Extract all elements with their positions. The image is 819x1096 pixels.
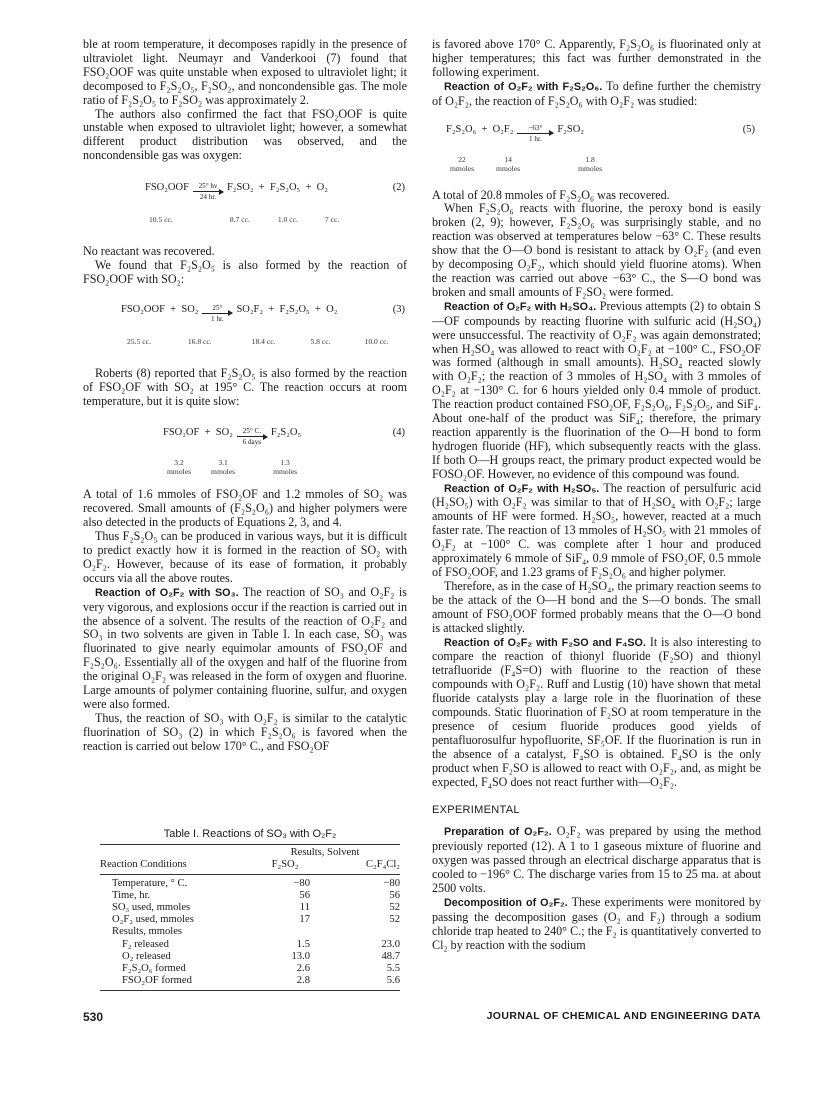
table-cell: 1.5 bbox=[296, 938, 310, 950]
table-cell: 2.6 bbox=[296, 963, 310, 975]
table-header-row bbox=[100, 859, 400, 874]
eq-value: 25.5 cc. bbox=[127, 336, 151, 346]
paragraph: A total of 20.8 mmoles of F₂S₂O₆ was recovered. bbox=[432, 187, 670, 202]
eq-value: 3.1 bbox=[218, 458, 228, 468]
eq-value: 14 bbox=[504, 154, 512, 164]
table-row bbox=[100, 914, 400, 926]
reaction-arrow bbox=[202, 304, 232, 323]
equation-number: (2) bbox=[392, 182, 405, 194]
section-run-in-head: Reaction of O₂F₂ with F₂S₂O₆. bbox=[444, 80, 603, 93]
eq-lhs: F₂S₂O₆ + O₂F₂ bbox=[446, 123, 514, 135]
table-caption: Table I. Reactions of SO₃ with O₂F₂ bbox=[163, 828, 337, 840]
table-cell: −80 bbox=[293, 877, 310, 889]
table-cell: SO₃ used, mmoles bbox=[112, 902, 191, 914]
table-group-header-row bbox=[100, 847, 400, 859]
eq-value: 10.5 cc. bbox=[149, 215, 173, 225]
left-column bbox=[83, 38, 407, 754]
eq-value: 5.8 cc. bbox=[310, 336, 331, 346]
section-run-in-head: Reaction of O₂F₂ with H₂SO₄. bbox=[444, 300, 597, 313]
eq-unit: mmoles bbox=[167, 467, 192, 477]
table-row bbox=[100, 963, 400, 975]
table-cell: 52 bbox=[389, 914, 400, 926]
paragraph bbox=[432, 300, 761, 482]
eq-value-group bbox=[167, 458, 191, 476]
paragraph: Thus, the reaction of SO₃ with O₂F₂ is similar to the catalytic fluorination of SO₃ (2) in which F₂S₂O₆ is favored when the reaction is carried out below 170° C., and FSO₂OF bbox=[83, 710, 407, 753]
eq-values bbox=[145, 213, 407, 227]
equation-2 bbox=[145, 181, 407, 227]
arrow-below: 6 days bbox=[242, 438, 262, 447]
paragraph-text: To define further the chemistry of O₂F₂, the reaction of F₂S₂O₆ with O₂F₂ was studied: bbox=[432, 78, 761, 108]
paragraph bbox=[432, 896, 761, 953]
eq-value: 10.0 cc. bbox=[364, 336, 389, 346]
reaction-arrow bbox=[193, 182, 223, 201]
eq-value: 3.2 bbox=[174, 458, 184, 468]
paragraph: When F₂S₂O₆ reacts with fluorine, the peroxy bond is easily broken (2, 9); however, F₂S₂O₆ was surprisingly stable, and no reaction was observed at temperatures below −63° C. These results show that the O—O bond is resistant to attack by O₂F₂ (and even by decomposing O₂F₂, which should yield fluorine atoms). When the reaction was carried out above −63° C., the S—O bond was broken and small amounts of F₂SO₂ were formed. bbox=[432, 201, 761, 299]
eq-lhs: FSO₂OOF bbox=[145, 182, 189, 194]
paragraph: ble at room temperature, it decomposes rapidly in the presence of ultraviolet light. Neumayr and Vanderkooi (7) found that FSO₂OOF was quite unstable when exposed to ultraviolet light; it decomposed to F₂S₂O₅, F₂SO₂, and noncondensible gas. The mole ratio of F₂S₂O₅ to F₂SO₂ was approximately 2. bbox=[83, 37, 407, 107]
right-column bbox=[432, 38, 761, 953]
table-cell: 5.6 bbox=[386, 975, 400, 987]
section-heading-experimental: EXPERIMENTAL bbox=[432, 803, 520, 816]
eq-value-group bbox=[273, 458, 297, 476]
eq-value: 8.7 cc. bbox=[229, 215, 250, 225]
paragraph-text: O₂F₂ was prepared by using the method previously reported (12). A 1 to 1 gaseous mixture of fluorine and oxygen was passed through an electrical discharge apparatus that is cooled to −196° C. The discharge varies from 15 to 25 ma. at about 2500 volts. bbox=[432, 824, 762, 896]
table-cell bbox=[310, 926, 400, 938]
paragraph-text: Previous attempts (2) to obtain S—OF compounds by reacting fluorine with sulfuric acid (H₂SO₄) were unsuccessful. The reactivity of O₂F₂ was again demonstrated; when H₂SO₄ was allowed to react with O₂F₂ at −100° C., FSO₂OF was formed (although in small amounts). H₂SO₄ reacted slowly with O₂F₂; the reaction of 3 mmoles of H₂SO₄ with 3 mmoles of O₂F₂ at −130° C. for 6 hours yielded only 0.4 mmole of product. The reaction product contained FSO₂OF, F₂S₂O₆, F₂S₂O₅, and SiF₄. About one-half of the product was SiF₄; therefore, the primary reaction apparently is the fluorination of the O—H bond to form hydrogen fluoride (HF), which subsequently reacts with the glass. If both O—H groups react, the primary product expected would be FOSO₂OF. However, no evidence of this compound was found. bbox=[432, 298, 761, 481]
eq-value-group bbox=[578, 155, 602, 173]
eq-value: 1.3 bbox=[280, 458, 290, 468]
arrow-above: 25° bbox=[212, 303, 223, 312]
journal-name: JOURNAL OF CHEMICAL AND ENGINEERING DATA bbox=[486, 1010, 761, 1022]
eq-values bbox=[446, 155, 761, 173]
eq-lhs: FSO₂OOF + SO₂ bbox=[121, 303, 199, 315]
paragraph bbox=[432, 825, 761, 896]
table-row bbox=[100, 951, 400, 963]
paragraph-text: The reaction of persulfuric acid (H₂SO₅) with O₂F₂ was similar to that of H₂SO₄ with O₂F₂; large amounts of HF were formed. H₂SO₅, however, reacted at a much faster rate. The reaction of 13 mmoles of H₂SO₅ with 21 mmoles of O₂F₂ at −100° C. was complete after 1 hour and produced approximately 6 mmole of SiF₄, 0.9 mmole of FSO₂OF, 0.5 mmole of FSO₂OOF, and 1.23 grams of F₂S₂O₆ and higher polymer. bbox=[432, 480, 761, 579]
paragraph bbox=[432, 482, 761, 580]
paragraph bbox=[83, 586, 407, 712]
table-cell: O₂F₂ used, mmoles bbox=[112, 914, 194, 926]
eq-value: 22 bbox=[458, 154, 466, 164]
table-cell: 13.0 bbox=[291, 950, 310, 962]
eq-values bbox=[121, 335, 407, 349]
table-cell: Results, mmoles bbox=[112, 926, 183, 938]
section-run-in-head: Reaction of O₂F₂ with SO₃. bbox=[95, 586, 239, 599]
eq-unit: mmoles bbox=[450, 163, 475, 173]
table-row bbox=[100, 939, 400, 951]
table-cell: F₂S₂O₆ formed bbox=[122, 963, 186, 975]
section-run-in-head: Decomposition of O₂F₂. bbox=[444, 896, 568, 909]
paragraph: Roberts (8) reported that F₂S₂O₅ is also formed by the reaction of FSO₂OF with SO₂ at 195° C. The reaction occurs at room temperature, but it is quite slow: bbox=[83, 365, 407, 408]
paragraph bbox=[432, 636, 761, 790]
paragraph-text: It is also interesting to compare the reaction of thionyl fluoride (F₂SO) and thionyl tetrafluoride (F₄S=O) with fluorine to the reaction of these compounds with O₂F₂. Ruff and Lustig (10) have shown that metal fluoride catalysts play a large role in the fluorination of these compounds. Static fluorination of F₂SO at room temperature in the presence of cesium fluoride produces good yields of pentafluorosulfur hypofluorite, SF₅OF. If the fluorination is run in the absence of a catalyst, F₄SO is obtained. F₄SO is the only product when F₂SO is allowed to react with O₂F₂, and, as might be expected, F₄SO does not react further with—O₂F₂. bbox=[432, 634, 761, 789]
table-cell: FSO₂OF formed bbox=[122, 975, 192, 987]
eq-unit: mmoles bbox=[273, 467, 298, 477]
reaction-arrow bbox=[517, 124, 553, 143]
equation-number: (5) bbox=[742, 123, 755, 135]
table-row bbox=[100, 878, 400, 890]
section-run-in-head: Reaction of O₂F₂ with F₂SO and F₄SO. bbox=[444, 636, 646, 649]
paragraph: is favored above 170° C. Apparently, F₂S₂O₆ is fluorinated only at higher temperatures; this fact was further demonstrated in the following experiment. bbox=[432, 37, 761, 79]
table-cell: 52 bbox=[389, 902, 400, 914]
table-row bbox=[100, 975, 400, 987]
paragraph: No reactant was recovered. bbox=[83, 244, 215, 259]
eq-rhs: F₂SO₂ bbox=[557, 123, 585, 135]
equation-4 bbox=[163, 426, 407, 476]
eq-unit: mmoles bbox=[211, 467, 236, 477]
eq-value: 18.4 cc. bbox=[251, 336, 276, 346]
table-body bbox=[100, 878, 400, 992]
section-run-in-head: Reaction of O₂F₂ with H₂SO₅. bbox=[444, 482, 600, 495]
arrow-below: 1 hr. bbox=[211, 314, 224, 323]
eq-value: 16.8 cc. bbox=[187, 336, 212, 346]
table-header: Reaction Conditions bbox=[100, 859, 187, 871]
eq-rhs: F₂SO₂ + F₂S₂O₅ + O₂ bbox=[226, 182, 328, 194]
table-group-header: Results, Solvent bbox=[290, 847, 360, 859]
eq-values bbox=[163, 458, 407, 476]
table-cell: 56 bbox=[389, 889, 400, 901]
table-row bbox=[100, 926, 400, 938]
table-row bbox=[100, 890, 400, 902]
eq-rhs: F₂S₂O₅ bbox=[270, 427, 302, 439]
table-cell: F₂ released bbox=[122, 938, 169, 950]
table-cell bbox=[250, 926, 310, 938]
equation-number: (4) bbox=[392, 427, 405, 439]
eq-rhs: SO₂F₂ + F₂S₂O₅ + O₂ bbox=[236, 303, 338, 315]
arrow-above: 25° C. bbox=[242, 427, 262, 436]
table-row bbox=[100, 902, 400, 914]
arrow-below: 24 hr. bbox=[199, 193, 217, 202]
arrow-above: −63° bbox=[528, 123, 543, 132]
eq-value-group bbox=[211, 458, 235, 476]
arrow-below: 1 hr. bbox=[529, 134, 542, 143]
eq-value: 1.8 bbox=[585, 154, 595, 164]
eq-value: 7 cc. bbox=[324, 215, 340, 225]
table-cell: Temperature, ° C. bbox=[112, 877, 188, 889]
arrow-above: 25° hν bbox=[198, 182, 218, 191]
table-header: F₂SO₂ bbox=[271, 859, 299, 871]
reaction-arrow bbox=[237, 427, 267, 446]
table-cell: 23.0 bbox=[381, 938, 400, 950]
page-number: 530 bbox=[83, 1010, 104, 1024]
section-run-in-head: Preparation of O₂F₂. bbox=[444, 826, 552, 839]
paragraph: We found that F₂S₂O₅ is also formed by the reaction of FSO₂OOF with SO₂: bbox=[83, 257, 407, 286]
table-cell: 48.7 bbox=[381, 950, 400, 962]
table-cell: O₂ released bbox=[122, 950, 171, 962]
paragraph-text: The reaction of SO₃ and O₂F₂ is very vigorous, and explosions occur if the reaction is carried out in the absence of a solvent. The results of the reaction of O₂F₂ and SO₃ in two solvents are given in Table I. In each case, SO₃ was fluorinated to give nearly equimolar amounts of FSO₂OF and F₂S₂O₆. Essentially all of the oxygen and half of the fluorine from the original O₂F₂ was released in the form of oxygen and fluorine. Large amounts of polymer containing fluorine, sulfur, and oxygen were also formed. bbox=[83, 584, 407, 711]
table-1 bbox=[100, 828, 400, 991]
paragraph: Therefore, as in the case of H₂SO₄, the primary reaction seems to be the attack of the O—H bond and the S—O bonds. The small amount of FSO₂OOF formed probably means that the O—O bond is attacked slightly. bbox=[432, 578, 761, 635]
eq-value: 1.0 cc. bbox=[277, 215, 298, 225]
eq-lhs: FSO₂OF + SO₂ bbox=[163, 427, 233, 439]
equation-number: (3) bbox=[392, 303, 405, 315]
paragraph: Thus F₂S₂O₅ can be produced in various ways, but it is difficult to predict exactly how it is formed in the reaction of SO₂ with O₂F₂. However, because of its ease of formation, it probably occurs via all the above routes. bbox=[83, 529, 407, 585]
paragraph: A total of 1.6 mmoles of FSO₂OF and 1.2 mmoles of SO₂ was recovered. Small amounts of (F₂S₂O₆) and higher polymers were also detected in the products of Equations 2, 3, and 4. bbox=[83, 487, 407, 530]
eq-value-group bbox=[496, 155, 520, 173]
table-rule bbox=[100, 844, 400, 845]
paragraph bbox=[432, 80, 761, 109]
table-cell: 17 bbox=[299, 914, 310, 926]
eq-unit: mmoles bbox=[496, 163, 521, 173]
table-cell: Time, hr. bbox=[112, 889, 151, 901]
paragraph: The authors also confirmed the fact that FSO₂OOF is quite unstable when exposed to ultraviolet light; however, a somewhat different product distribution was observed, and the noncondensible gas was oxygen: bbox=[83, 106, 407, 163]
paragraph-text: These experiments were monitored by passing the decomposition gases (O₂ and F₂) through a sodium chloride trap heated to 240° C.; the F₂ is quantitatively converted to Cl₂ by reaction with the sodium bbox=[432, 894, 761, 952]
table-cell: 56 bbox=[299, 889, 310, 901]
table-cell: 11 bbox=[299, 902, 310, 914]
equation-3 bbox=[121, 303, 407, 349]
eq-unit: mmoles bbox=[578, 163, 603, 173]
table-header: C₂F₄Cl₂ bbox=[365, 859, 400, 871]
equation-5 bbox=[446, 123, 761, 173]
table-cell: 5.5 bbox=[386, 963, 400, 975]
eq-value-group bbox=[450, 155, 474, 173]
table-cell: −80 bbox=[383, 877, 400, 889]
table-cell: 2.8 bbox=[296, 975, 310, 987]
